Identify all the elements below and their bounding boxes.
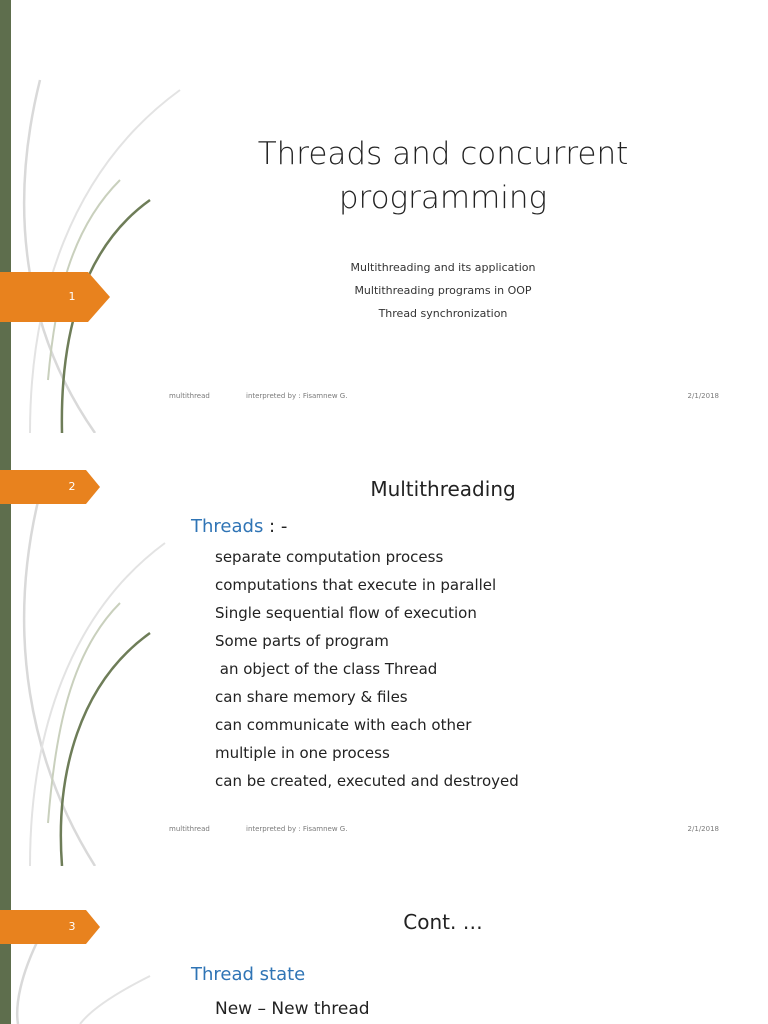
slide-2 (0, 433, 768, 866)
section-label-suffix: : - (263, 516, 288, 537)
list-item: New – New thread (215, 999, 370, 1019)
list-item: Single sequential flow of execution (215, 604, 477, 622)
slide-heading: Multithreading (370, 477, 516, 501)
swoosh-decoration (0, 0, 200, 433)
slide-3 (0, 866, 768, 1024)
list-item: can be created, executed and destroyed (215, 772, 519, 790)
slide-number-tab (0, 910, 110, 960)
slide-number-tab (0, 470, 110, 520)
footer-date: 2/1/2018 (687, 392, 719, 400)
number-tab-arrow (0, 910, 110, 944)
slide-footer (0, 392, 768, 406)
slide-number: 2 (68, 480, 76, 493)
slide-number: 3 (68, 920, 76, 933)
slide-number: 1 (68, 290, 76, 303)
bullet-list (215, 995, 370, 1023)
footer-author: interpreted by : Fisamnew G. (246, 392, 348, 400)
slide-heading: Cont. … (403, 910, 483, 934)
section-label-text: Threads (191, 516, 264, 537)
list-item: can share memory & files (215, 688, 408, 706)
slide-footer (0, 825, 768, 839)
footer-date: 2/1/2018 (687, 825, 719, 833)
subtitle-list (200, 256, 686, 325)
list-item: computations that execute in parallel (215, 576, 497, 594)
number-tab-arrow (0, 272, 110, 322)
list-item: can communicate with each other (215, 716, 472, 734)
footer-topic: multithread (169, 392, 210, 400)
list-item: separate computation process (215, 548, 444, 566)
subtitle-item: Multithreading programs in OOP (354, 284, 532, 297)
list-item: multiple in one process (215, 744, 390, 762)
list-item: an object of the class Thread (215, 660, 438, 678)
slide-title-line-2: programming (338, 180, 548, 216)
section-label (191, 516, 287, 537)
section-label: Thread state (191, 964, 306, 985)
slide-title (200, 132, 686, 220)
footer-topic: multithread (169, 825, 210, 833)
bullet-list (215, 543, 519, 795)
slide-1 (0, 0, 768, 433)
subtitle-item: Thread synchronization (378, 307, 508, 320)
subtitle-item: Multithreading and its application (350, 261, 536, 274)
slide-number-tab (0, 272, 110, 322)
footer-author: interpreted by : Fisamnew G. (246, 825, 348, 833)
slide-title-line-1: Threads and concurrent (257, 136, 629, 172)
list-item: Some parts of program (215, 632, 389, 650)
number-tab-arrow (0, 470, 110, 504)
